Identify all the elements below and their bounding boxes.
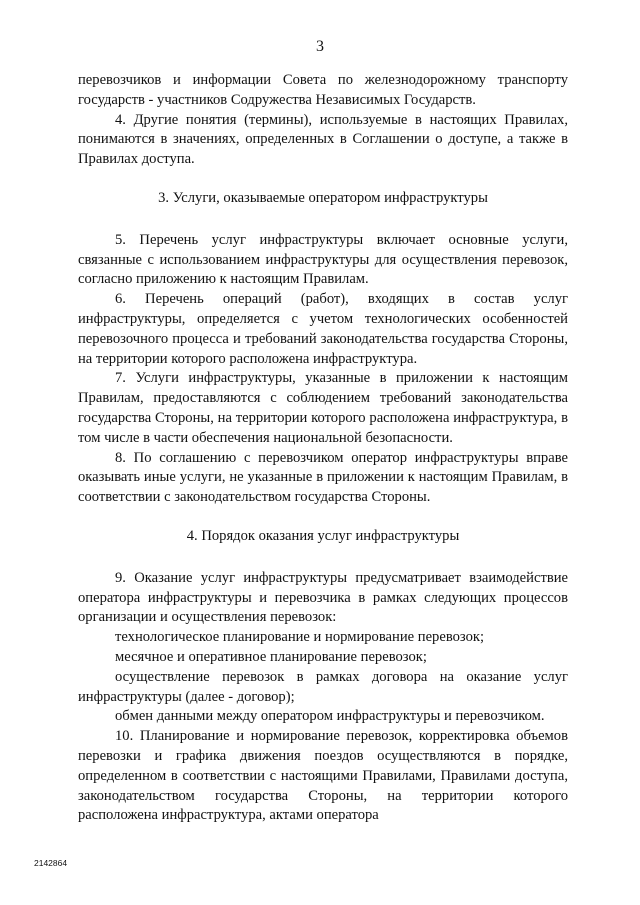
paragraph-continuation: перевозчиков и информации Совета по железнодорожному транспорту государств - участников Содружества Независимых Государств. xyxy=(78,72,568,108)
page-number: 3 xyxy=(316,38,324,55)
paragraph-4: 4. Другие понятия (термины), используемые в настоящих Правилах, понимаются в значениях, определенных в Соглашении о доступе, а также в Правилах доступа. xyxy=(78,111,568,168)
paragraph-9: 9. Оказание услуг инфраструктуры предусматривает взаимодействие оператора инфраструктуры и перевозчика в рамках следующих процессов организации и осуществления перевозок: xyxy=(78,569,568,626)
paragraph-6: 6. Перечень операций (работ), входящих в состав услуг инфраструктуры, определяется с учетом технологических особенностей перевозочного процесса и требований законодательства государства Стороны, на территории которого расположена инфраструктура. xyxy=(78,291,568,367)
paragraph-8: 8. По соглашению с перевозчиком оператор инфраструктуры вправе оказывать иные услуги, не указанные в приложении к настоящим Правилам, в соответствии с законодательством государства Стороны. xyxy=(78,449,568,506)
paragraph-7: 7. Услуги инфраструктуры, указанные в приложении к настоящим Правилам, предоставляются с соблюдением требований законодательства государства Стороны, на территории которого расположена инфраструктура, в том числе в части обеспечения национальной безопасности. xyxy=(78,370,568,446)
paragraph-10: 10. Планирование и нормирование перевозок, корректировка объемов перевозки и графика движения поездов осуществляются в порядке, определенном в соответствии с настоящими Правилами, Правилами доступа, законодательством государства Стороны, на территории которого расположена инфраструктура, актами оператора xyxy=(78,728,568,824)
list-item-monthly-planning: месячное и оперативное планирование перевозок; xyxy=(115,648,427,665)
list-item-transport-execution: осуществление перевозок в рамках договора на оказание услуг инфраструктуры (далее - договор); xyxy=(78,668,568,705)
section-heading-4: 4. Порядок оказания услуг инфраструктуры xyxy=(186,527,460,544)
document-code: 2142864 xyxy=(34,858,68,868)
list-item-technological-planning: технологическое планирование и нормирование перевозок; xyxy=(115,629,485,646)
section-heading-3: 3. Услуги, оказываемые оператором инфраструктуры xyxy=(158,189,488,206)
list-item-data-exchange: обмен данными между оператором инфраструктуры и перевозчиком. xyxy=(115,708,545,725)
paragraph-5: 5. Перечень услуг инфраструктуры включает основные услуги, связанные с использованием инфраструктуры для осуществления перевозок, согласно приложению к настоящим Правилам. xyxy=(78,231,568,288)
document-body xyxy=(78,71,568,826)
